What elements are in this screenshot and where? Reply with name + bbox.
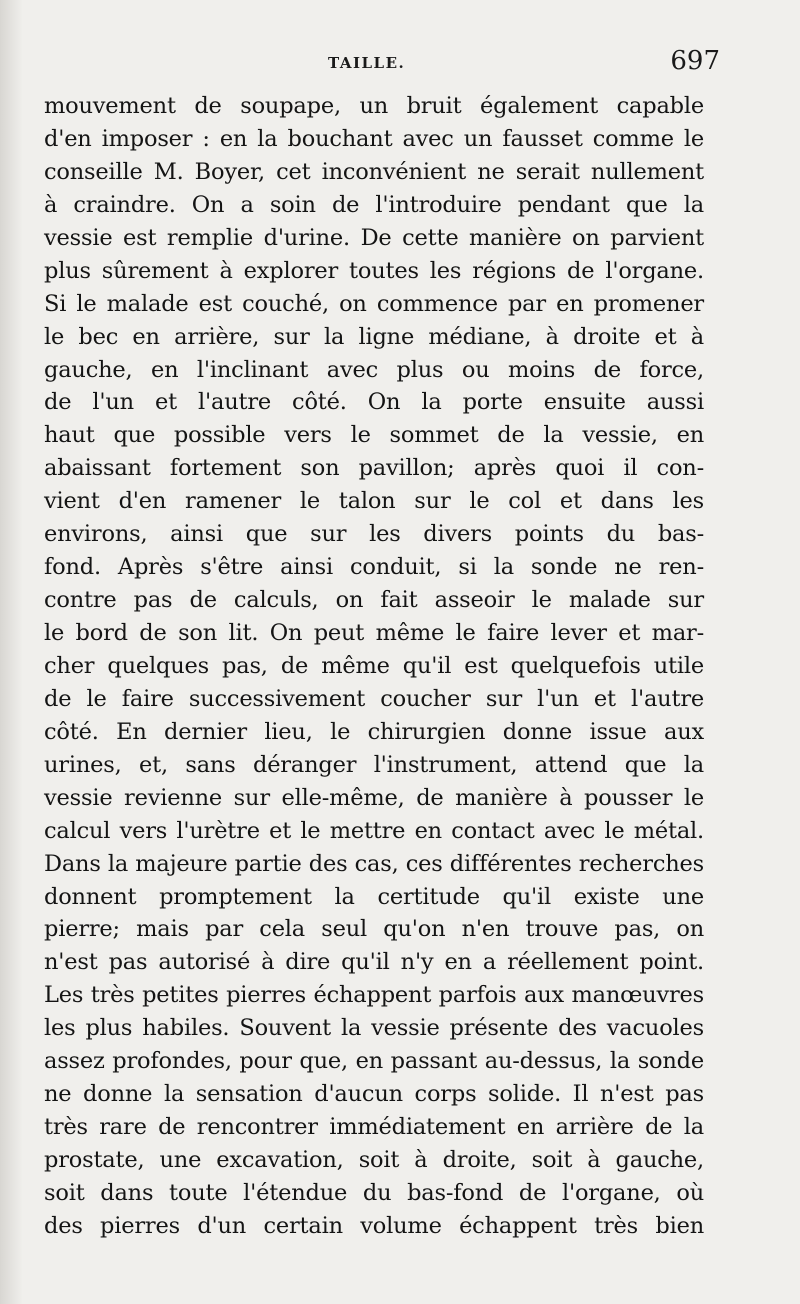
- text-line: vessie est remplie d'urine. De cette manière on parvient: [44, 224, 704, 251]
- text-line: à craindre. On a soin de l'introduire pendant que la: [44, 191, 704, 218]
- text-line: de le faire successivement coucher sur l'un et l'autre: [44, 685, 704, 712]
- text-line: ne donne la sensation d'aucun corps solide. Il n'est pas: [44, 1081, 704, 1108]
- text-line: de l'un et l'autre côté. On la porte ensuite aussi: [44, 389, 704, 416]
- text-line: très rare de rencontrer immédiatement en arrière de la: [44, 1114, 704, 1141]
- text-line: abaissant fortement son pavillon; après quoi il con-: [44, 455, 704, 482]
- text-line: soit dans toute l'étendue du bas-fond de l'organe, où: [44, 1179, 704, 1206]
- text-line: contre pas de calculs, on fait asseoir le malade sur: [44, 587, 704, 614]
- text-line: Si le malade est couché, on commence par en promener: [44, 290, 704, 317]
- text-line: urines, et, sans déranger l'instrument, attend que la: [44, 751, 704, 778]
- text-line: les plus habiles. Souvent la vessie présente des vacuoles: [44, 1015, 704, 1042]
- text-line: mouvement de soupape, un bruit également capable: [44, 93, 704, 119]
- text-line: côté. En dernier lieu, le chirurgien donne issue aux: [44, 718, 704, 745]
- text-line: prostate, une excavation, soit à droite, soit à gauche,: [44, 1147, 704, 1173]
- text-line: n'est pas autorisé à dire qu'il n'y en a réellement point.: [44, 949, 704, 976]
- text-line: conseille M. Boyer, cet inconvénient ne serait nullement: [44, 158, 704, 185]
- text-line: Dans la majeure partie des cas, ces différentes recherches: [44, 850, 704, 877]
- text-line: vient d'en ramener le talon sur le col et dans les: [44, 488, 704, 515]
- text-line: gauche, en l'inclinant avec plus ou moins de force,: [44, 356, 704, 383]
- page-header: [40, 46, 720, 86]
- text-line: environs, ainsi que sur les divers points du bas-: [44, 521, 704, 548]
- text-line: d'en imposer : en la bouchant avec un fausset comme le: [44, 125, 704, 152]
- text-line: vessie revienne sur elle-même, de manière à pousser le: [44, 784, 704, 811]
- text-line: assez profondes, pour que, en passant au-dessus, la sonde: [44, 1048, 704, 1075]
- page-number: 697: [670, 46, 720, 76]
- running-head: TAILLE.: [328, 54, 406, 72]
- text-line: pierre; mais par cela seul qu'on n'en trouve pas, on: [44, 916, 704, 943]
- text-line: fond. Après s'être ainsi conduit, si la sonde ne ren-: [44, 554, 704, 581]
- text-line: le bord de son lit. On peut même le faire lever et mar-: [44, 620, 704, 646]
- text-line: le bec en arrière, sur la ligne médiane, à droite et à: [44, 323, 704, 350]
- text-line: donnent promptement la certitude qu'il existe une: [44, 883, 704, 910]
- text-line: Les très petites pierres échappent parfois aux manœuvres: [44, 982, 704, 1009]
- text-line: haut que possible vers le sommet de la vessie, en: [44, 422, 704, 449]
- text-line: des pierres d'un certain volume échappent très bien: [44, 1212, 704, 1239]
- text-line: cher quelques pas, de même qu'il est quelquefois utile: [44, 652, 704, 679]
- page-gutter-shadow: [0, 0, 22, 1304]
- text-line: calcul vers l'urètre et le mettre en contact avec le métal.: [44, 817, 704, 844]
- text-line: plus sûrement à explorer toutes les régions de l'organe.: [44, 257, 704, 284]
- body-text: [44, 90, 704, 1243]
